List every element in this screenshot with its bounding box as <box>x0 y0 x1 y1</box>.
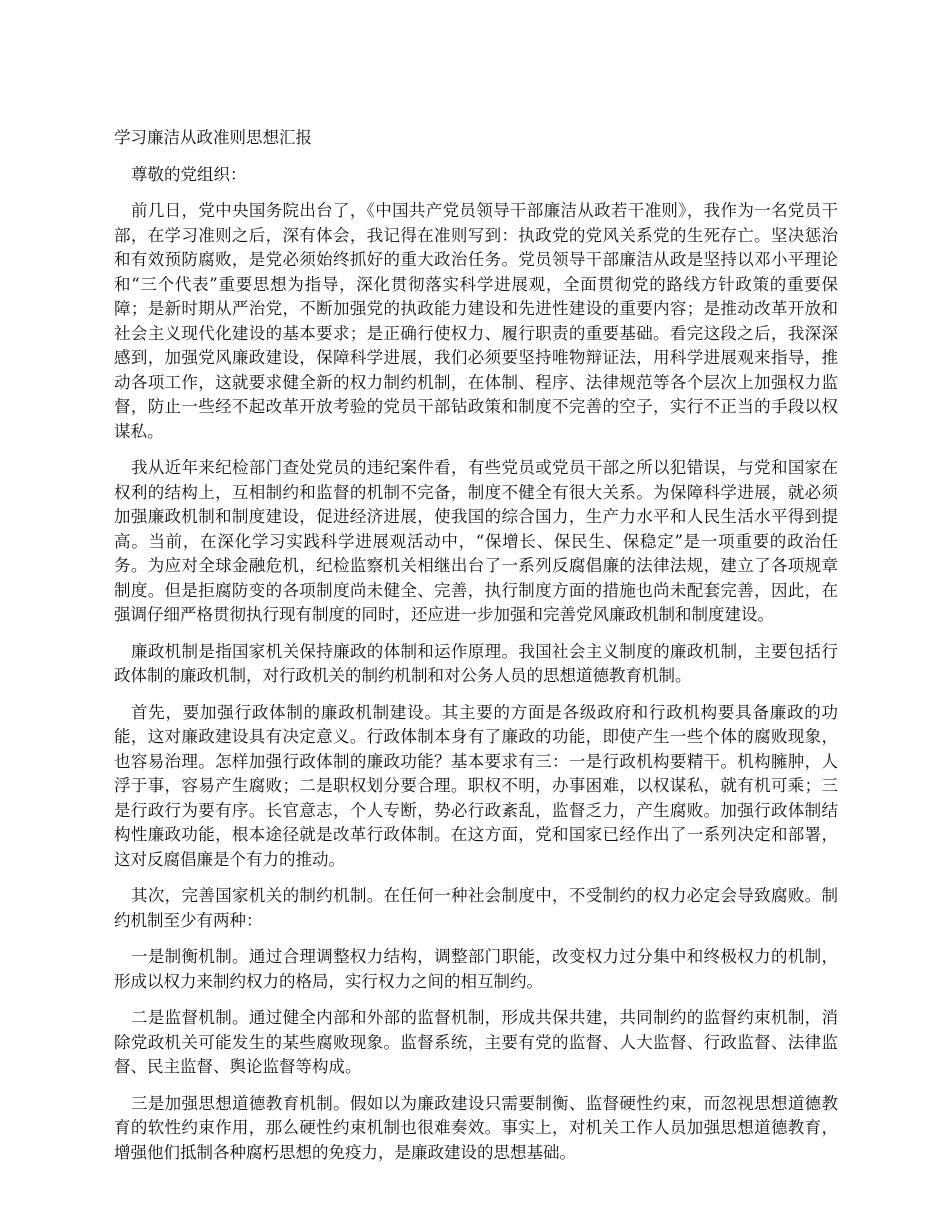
paragraph-5: 其次，完善国家机关的制约机制。在任何一种社会制度中，不受制约的权力必定会导致腐败。制约机制至少有两种： <box>114 886 838 930</box>
document-title: 学习廉洁从政准则思想汇报 <box>114 128 312 147</box>
paragraph-1: 前几日，党中央国务院出台了，《中国共产党员领导干部廉洁从政若干准则》，我作为一名党员干部，在学习准则之后，深有体会，我记得在准则写到：执政党的党风关系党的生死存亡。坚决惩治和有效预防腐败，是党必须始终抓好的重大政治任务。党员领导干部廉洁从政是坚持以邓小平理论和“三个代表”重要思想为指导，深化贯彻落实科学进展观，全面贯彻党的路线方针政策的重要保障；是新时期从严治党，不断加强党的执政能力建设和先进性建设的重要内容；是推动改革开放和社会主义现代化建设的基本要求；是正确行使权力、履行职责的重要基础。看完这段之后，我深深感到，加强党风廉政建设，保障科学进展，我们必须要坚持唯物辩证法，用科学进展观来指导，推动各项工作，这就要求健全新的权力制约机制，在体制、程序、法律规范等各个层次上加强权力监督，防止一些经不起改革开放考验的党员干部钻政策和制度不完善的空子，实行不正当的手段以权谋私。 <box>114 201 838 441</box>
paragraph-6: 一是制衡机制。通过合理调整权力结构，调整部门职能，改变权力过分集中和终极权力的机制，形成以权力来制约权力的格局，实行权力之间的相互制约。 <box>114 947 838 991</box>
paragraph-8: 三是加强思想道德教育机制。假如以为廉政建设只需要制衡、监督硬性约束，而忽视思想道德教育的软性约束作用，那么硬性约束机制也很难奏效。事实上，对机关工作人员加强思想道德教育，增强他们抵制各种腐朽思想的免疫力，是廉政建设的思想基础。 <box>114 1093 838 1162</box>
document-body <box>114 126 838 1177</box>
salutation: 尊敬的党组织： <box>131 164 247 184</box>
paragraph-2: 我从近年来纪检部门查处党员的违纪案件看，有些党员或党员干部之所以犯错误，与党和国家在权利的结构上，互相制约和监督的机制不完备，制度不健全有很大关系。为保障科学进展，就必须加强廉政机制和制度建设，促进经济进展，使我国的综合国力，生产力水平和人民生活水平得到提高。当前，在深化学习实践科学进展观活动中，“保增长、保民生、保稳定”是一项重要的政治任务。为应对全球金融危机，纪检监察机关相继出台了一系列反腐倡廉的法律法规，建立了各项规章制度。但是拒腐防变的各项制度尚未健全、完善，执行制度方面的措施也尚未配套完善，因此，在强调仔细严格贯彻执行现有制度的同时，还应进一步加强和完善党风廉政机制和制度建设。 <box>114 458 838 624</box>
paragraph-3: 廉政机制是指国家机关保持廉政的体制和运作原理。我国社会主义制度的廉政机制，主要包括行政体制的廉政机制，对行政机关的制约机制和对公务人员的思想道德教育机制。 <box>114 641 838 685</box>
paragraph-4: 首先，要加强行政体制的廉政机制建设。其主要的方面是各级政府和行政机构要具备廉政的功能，这对廉政建设具有决定意义。行政体制本身有了廉政的功能，即使产生一些个体的腐败现象，也容易治理。怎样加强行政体制的廉政功能？基本要求有三：一是行政机构要精干。机构臃肿，人浮于事，容易产生腐败；二是职权划分要合理。职权不明，办事困难，以权谋私，就有机可乘；三是行政行为要有序。长官意志，个人专断，势必行政紊乱，监督乏力，产生腐败。加强行政体制结构性廉政功能，根本途径就是改革行政体制。在这方面，党和国家已经作出了一系列决定和部署，这对反腐倡廉是个有力的推动。 <box>114 702 838 869</box>
paragraph-7: 二是监督机制。通过健全内部和外部的监督机制，形成共保共建，共同制约的监督约束机制，消除党政机关可能发生的某些腐败现象。监督系统，主要有党的监督、人大监督、行政监督、法律监督、民主监督、舆论监督等构成。 <box>114 1008 838 1076</box>
